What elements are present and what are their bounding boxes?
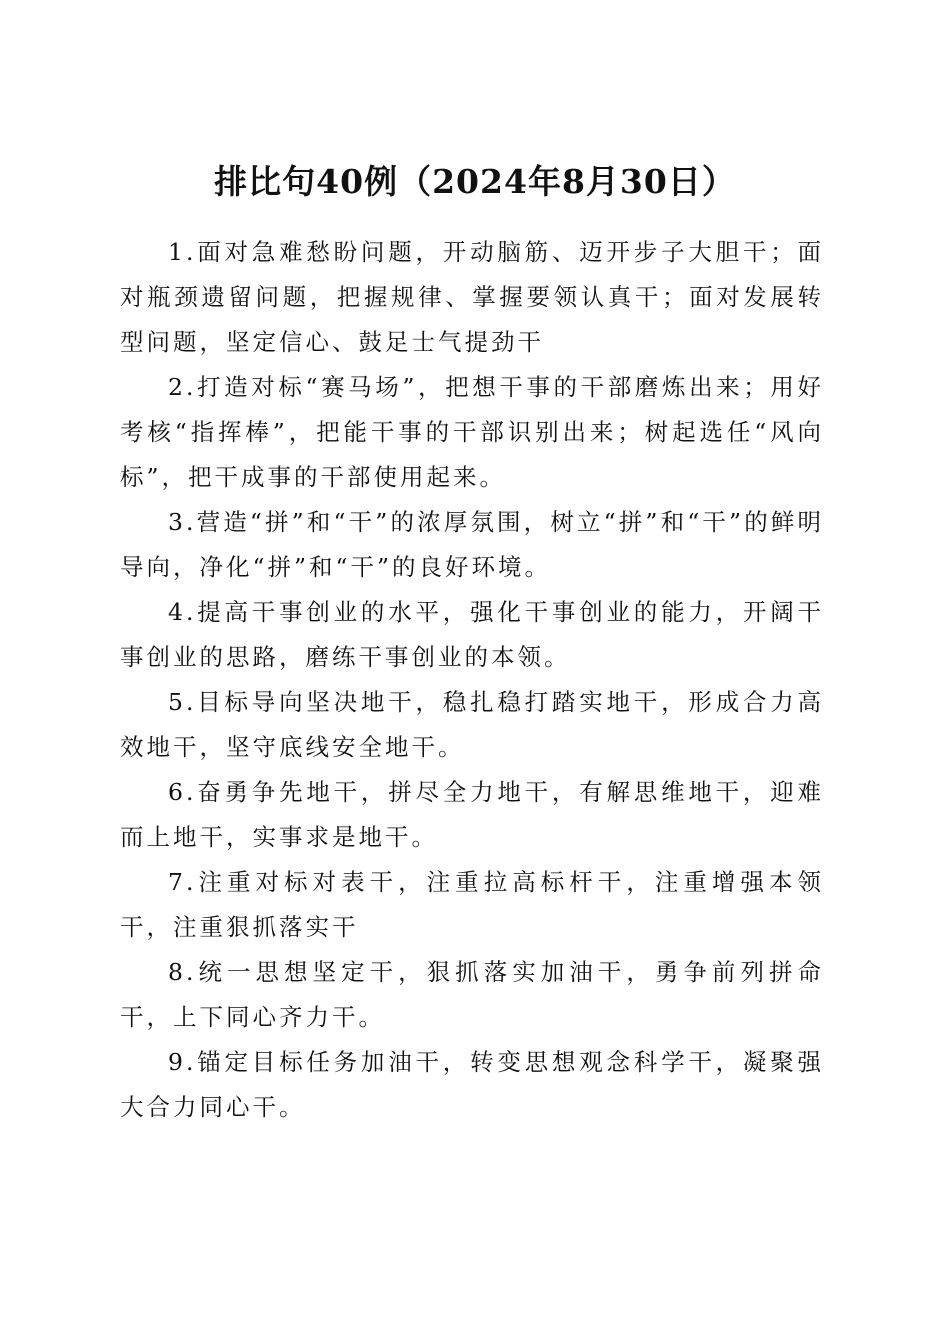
paragraph-4: 4.提高干事创业的水平，强化干事创业的能力，开阔干事创业的思路，磨练干事创业的本领。 — [120, 598, 824, 671]
document-body — [120, 230, 824, 1130]
paragraph-2: 2.打造对标“赛马场”，把想干事的干部磨炼出来；用好考核“指挥棒”，把能干事的干部识别出来；树起选任“风向标”，把干成事的干部使用起来。 — [120, 373, 824, 491]
paragraph-8: 8.统一思想坚定干，狠抓落实加油干，勇争前列拼命干，上下同心齐力干。 — [120, 958, 824, 1031]
paragraph-3: 3.营造“拼”和“干”的浓厚氛围，树立“拼”和“干”的鲜明导向，净化“拼”和“干”的良好环境。 — [120, 508, 824, 581]
paragraph-7: 7.注重对标对表干，注重拉高标杆干，注重增强本领干，注重狠抓落实干 — [120, 868, 824, 941]
paragraph-9: 9.锚定目标任务加油干，转变思想观念科学干，凝聚强大合力同心干。 — [120, 1048, 824, 1121]
document-title: 排比句40例（2024年8月30日） — [214, 162, 736, 202]
paragraph-5: 5.目标导向坚决地干，稳扎稳打踏实地干，形成合力高效地干，坚守底线安全地干。 — [120, 688, 824, 761]
paragraph-6: 6.奋勇争先地干，拼尽全力地干，有解思维地干，迎难而上地干，实事求是地干。 — [120, 778, 824, 851]
paragraph-1: 1.面对急难愁盼问题，开动脑筋、迈开步子大胆干；面对瓶颈遗留问题，把握规律、掌握要领认真干；面对发展转型问题，坚定信心、鼓足士气提劲干 — [120, 238, 824, 356]
